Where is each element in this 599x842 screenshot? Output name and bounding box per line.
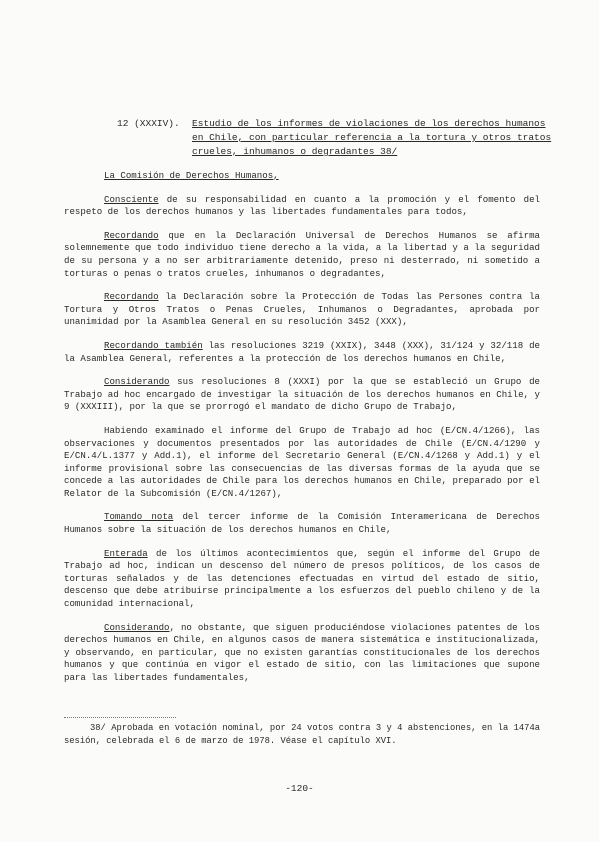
paragraph-lead: Enterada [104,547,148,559]
commission-line [64,170,540,183]
resolution-number: 12 (XXXIV). [117,118,180,129]
preamble-paragraph [64,194,540,219]
page-number: -120- [285,783,314,794]
commission-name: La Comisión de Derechos Humanos, [104,170,279,181]
paragraph-lead: Recordando también [104,339,203,351]
paragraph-lead: Considerando [104,621,170,633]
preamble-paragraph [64,622,540,685]
preamble-paragraph [64,291,540,329]
preamble-paragraph [64,376,540,414]
resolution-body [64,170,540,696]
paragraph-lead: Recordando [104,229,159,241]
footnote: 38/ Aprobada en votación nominal, por 24 votos contra 3 y 4 abstenciones, en la 1474a sesión, celebrada el 6 de marzo de 1978. Véase el capítulo XVI. [64,723,540,746]
paragraph-text: que en la Declaración Universal de Derechos Humanos se afirma solemnemente que todo individuo tiene derecho a la vida, a la libertad y a la seguridad de su persona y a no ser arbitrariamente detenido, preso ni desterrado, ni sometido a torturas o penas o tratos crueles, inhumanos o degradantes, [64,229,540,279]
preamble-paragraph [64,511,540,536]
preamble-paragraph [64,230,540,280]
paragraph-text: , no obstante, que siguen produciéndose violaciones patentes de los derechos humanos en Chile, en algunos casos de manera sistemática e institucionalizada, y observando, en particular, que no existen garantías constitucionales de los derechos humanos y que continúa en vigor el estado de sitio, con las limitaciones que supone para las libertades fundamentales, [64,621,540,683]
footnote-separator [64,717,176,718]
paragraph-text: de su responsabilidad en cuanto a la promoción y el fomento del respeto de los derechos humanos y las libertades fundamentales para todos, [64,193,540,218]
paragraph-lead: Tomando nota [104,511,174,523]
paragraph-text: Habiendo examinado el informe del Grupo de Trabajo ad hoc (E/CN.4/1266), las observaciones y documentos presentados por las autoridades de Chile (E/CN.4/1290 y E/CN.4/L.1377 y Add.1), el informe del Secretario General (E/CN.4/1268 y Add.1) y el informe provisional sobre las consecuencias de las diversas formas de la ayuda que se concede a las autoridades de Chile para los derechos humanos en Chile, preparado por el Relator de la Subcomisión (E/CN.4/1267), [64,424,540,499]
resolution-title: Estudio de los informes de violaciones de los derechos humanos en Chile, con particular referencia a la tortura y otros tratos crueles, inhumanos o degradantes 38/ [192,118,552,157]
preamble-paragraph [64,425,540,501]
paragraph-text: del tercer informe de la Comisión Interamericana de Derechos Humanos sobre la situación de los derechos humanos en Chile, [64,511,540,536]
paragraph-lead: Considerando [104,376,170,388]
paragraph-text: de los últimos acontecimientos que, según el informe del Grupo de Trabajo ad hoc, indican un descenso del número de presos políticos, de los casos de torturas señalados y de las detenciones efectuadas en virtud del estado de sitio, descenso que debe atribuirse principalmente a los esfuerzos del pueblo chileno y de la comunidad internacional, [64,547,540,610]
preamble-paragraph [64,340,540,365]
paragraph-text: la Declaración sobre la Protección de Todas las Persones contra la Tortura y Otros Tratos o Penas Crueles, Inhumanos o Degradantes, aprobada por unanimidad por la Asamblea General en su resolución 3452 (XXX), [64,291,540,328]
paragraph-lead: Recordando [104,291,159,303]
paragraph-text: las resoluciones 3219 (XXIX), 3448 (XXX), 31/124 y 32/118 de la Asamblea General, referentes a la protección de los derechos humanos en Chile, [64,339,540,364]
paragraph-text: sus resoluciones 8 (XXXI) por la que se estableció un Grupo de Trabajo ad hoc encargado de investigar la situación de los derechos humanos en Chile, y 9 (XXXIII), por la que se prorrogó el mandato de dicho Grupo de Trabajo, [64,376,540,413]
preamble-paragraph [64,548,540,611]
paragraph-lead: Consciente [104,193,159,205]
